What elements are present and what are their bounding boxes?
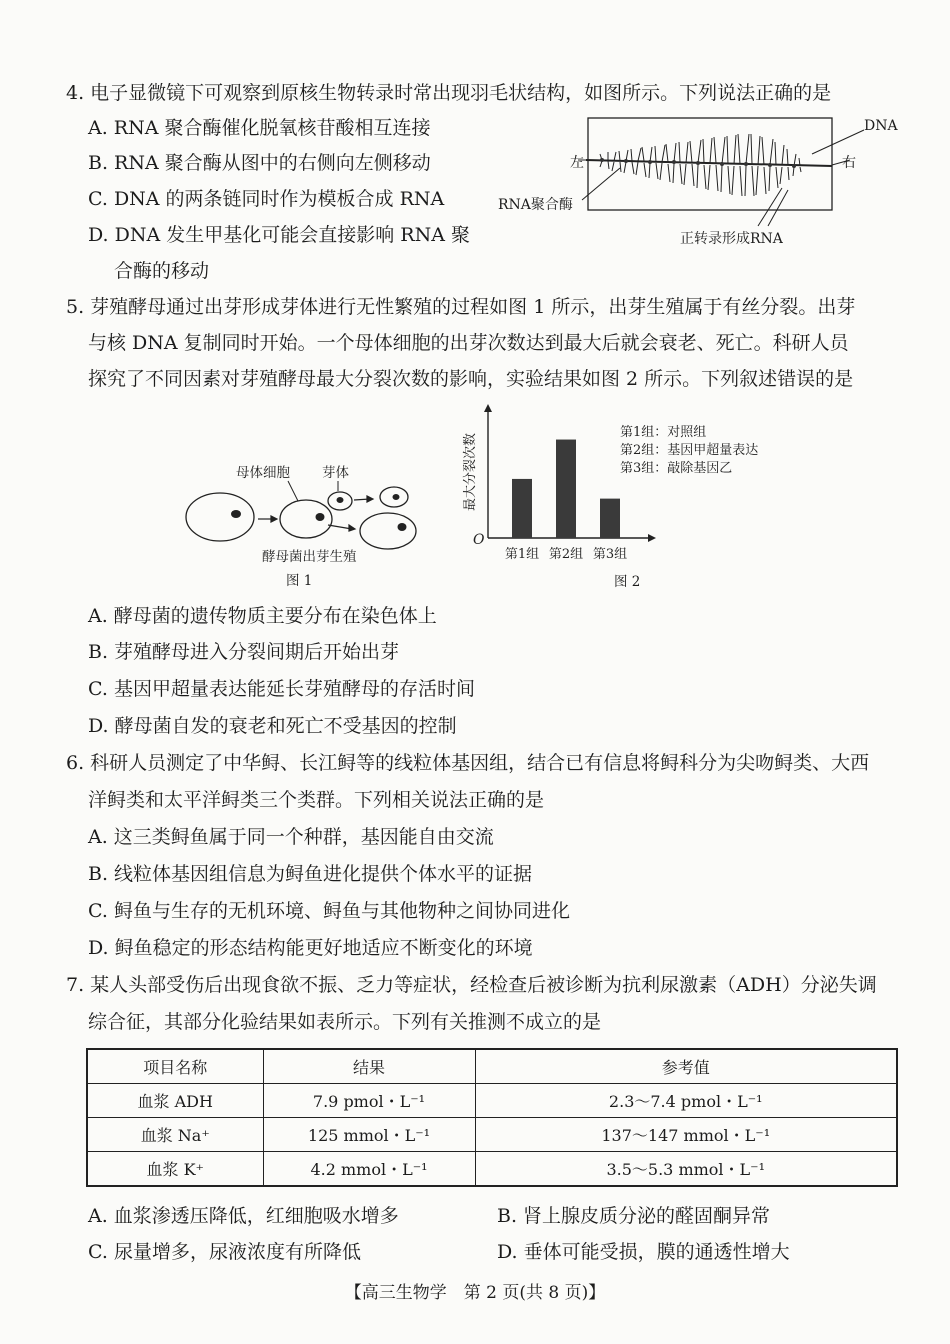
legend-line-1: 第1组：对照组 xyxy=(620,425,707,440)
table-row xyxy=(87,1118,897,1152)
q6-stem-line2: 洋鲟类和太平洋鲟类三个类群。下列相关说法正确的是 xyxy=(88,789,545,811)
bud-label: 芽体 xyxy=(322,465,349,481)
fig1-label: 图 1 xyxy=(286,573,313,589)
figure-1 xyxy=(180,455,430,595)
x-tick-label-2: 第2组 xyxy=(548,547,584,562)
q7-option-d: D. 垂体可能受损，膜的通透性增大 xyxy=(497,1241,790,1263)
row-result: 7.9 pmol・L⁻¹ xyxy=(263,1084,475,1118)
transcript-label: 正转录形成RNA xyxy=(680,231,783,247)
q4-option-d-cont: 合酶的移动 xyxy=(114,260,210,282)
header-item: 项目名称 xyxy=(87,1049,263,1084)
y-axis-label: 最大分裂次数 xyxy=(463,432,478,512)
q7-option-b: B. 肾上腺皮质分泌的醛固酮异常 xyxy=(497,1205,771,1227)
row-item: 血浆 Na⁺ xyxy=(87,1118,263,1152)
q7-stem-line1: 7. 某人头部受伤后出现食欲不振、乏力等症状，经检查后被诊断为抗利尿激素（ADH）分泌失调 xyxy=(66,974,877,996)
max-division-bar-chart xyxy=(460,400,800,570)
rna-polymerase-label: RNA聚合酶 xyxy=(498,197,573,213)
fig2-label: 图 2 xyxy=(614,574,641,590)
q5-stem-line3: 探究了不同因素对芽殖酵母最大分裂次数的影响，实验结果如图 2 所示。下列叙述错误的是 xyxy=(88,368,854,390)
q4-stem: 4. 电子显微镜下可观察到原核生物转录时常出现羽毛状结构，如图所示。下列说法正确的是 xyxy=(66,82,832,104)
bar-1 xyxy=(512,479,532,538)
table-row xyxy=(87,1084,897,1118)
q5-stem-line1: 5. 芽殖酵母通过出芽形成芽体进行无性繁殖的过程如图 1 所示，出芽生殖属于有丝分裂。出芽 xyxy=(66,296,856,318)
row-item: 血浆 ADH xyxy=(87,1084,263,1118)
q4-option-d: D. DNA 发生甲基化可能会直接影响 RNA 聚 xyxy=(88,224,470,246)
row-reference: 2.3～7.4 pmol・L⁻¹ xyxy=(475,1084,897,1118)
x-tick-label-1: 第1组 xyxy=(504,547,540,562)
q6-option-c: C. 鲟鱼与生存的无机环境、鲟鱼与其他物种之间协同进化 xyxy=(88,900,570,922)
q5-option-b: B. 芽殖酵母进入分裂间期后开始出芽 xyxy=(88,641,400,663)
fig1-caption: 酵母菌出芽生殖 xyxy=(262,549,357,565)
x-axis-arrow xyxy=(648,534,656,542)
origin-label: O xyxy=(473,532,485,548)
page-footer: 【高三生物学 第 2 页(共 8 页)】 xyxy=(344,1283,606,1303)
header-reference: 参考值 xyxy=(475,1049,897,1084)
q6-option-a: A. 这三类鲟鱼属于同一个种群，基因能自由交流 xyxy=(88,826,494,848)
table-row xyxy=(87,1152,897,1187)
row-result: 4.2 mmol・L⁻¹ xyxy=(263,1152,475,1187)
q7-option-c: C. 尿量增多，尿液浓度有所降低 xyxy=(88,1241,361,1263)
q5-option-d: D. 酵母菌自发的衰老和死亡不受基因的控制 xyxy=(88,715,457,737)
q6-stem-line1: 6. 科研人员测定了中华鲟、长江鲟等的线粒体基因组，结合已有信息将鲟科分为尖吻鲟类、大西 xyxy=(66,752,870,774)
dna-label: DNA xyxy=(864,118,898,134)
left-label: 左 xyxy=(570,155,584,171)
table-header-row xyxy=(87,1049,897,1084)
y-axis-arrow xyxy=(484,404,492,412)
q4-option-b: B. RNA 聚合酶从图中的右侧向左侧移动 xyxy=(88,152,431,174)
row-reference: 3.5～5.3 mmol・L⁻¹ xyxy=(475,1152,897,1187)
legend-line-3: 第3组：敲除基因乙 xyxy=(620,461,733,476)
q5-option-a: A. 酵母菌的遗传物质主要分布在染色体上 xyxy=(88,605,437,627)
row-result: 125 mmol・L⁻¹ xyxy=(263,1118,475,1152)
x-tick-label-3: 第3组 xyxy=(592,547,628,562)
q6-option-b: B. 线粒体基因组信息为鲟鱼进化提供个体水平的证据 xyxy=(88,863,533,885)
lab-results-table xyxy=(86,1048,898,1187)
yeast-budding-diagram xyxy=(180,455,430,555)
q7-option-a: A. 血浆渗透压降低，红细胞吸水增多 xyxy=(88,1205,399,1227)
row-item: 血浆 K⁺ xyxy=(87,1152,263,1187)
header-result: 结果 xyxy=(263,1049,475,1084)
q5-option-c: C. 基因甲超量表达能延长芽殖酵母的存活时间 xyxy=(88,678,475,700)
q5-stem-line2: 与核 DNA 复制同时开始。一个母体细胞的出芽次数达到最大后就会衰老、死亡。科研人员 xyxy=(88,332,849,354)
q6-option-d: D. 鲟鱼稳定的形态结构能更好地适应不断变化的环境 xyxy=(88,937,533,959)
bar-3 xyxy=(600,499,620,538)
row-reference: 137～147 mmol・L⁻¹ xyxy=(475,1118,897,1152)
right-label: 右 xyxy=(842,155,856,171)
q4-figure xyxy=(490,108,910,250)
q7-stem-line2: 综合征，其部分化验结果如表所示。下列有关推测不成立的是 xyxy=(88,1011,602,1033)
figure-2 xyxy=(460,400,800,595)
bar-2 xyxy=(556,440,576,538)
mother-cell-label: 母体细胞 xyxy=(236,465,290,481)
legend-line-2: 第2组：基因甲超量表达 xyxy=(620,443,759,458)
q4-option-a: A. RNA 聚合酶催化脱氧核苷酸相互连接 xyxy=(88,117,431,139)
q4-option-c: C. DNA 的两条链同时作为模板合成 RNA xyxy=(88,188,445,210)
